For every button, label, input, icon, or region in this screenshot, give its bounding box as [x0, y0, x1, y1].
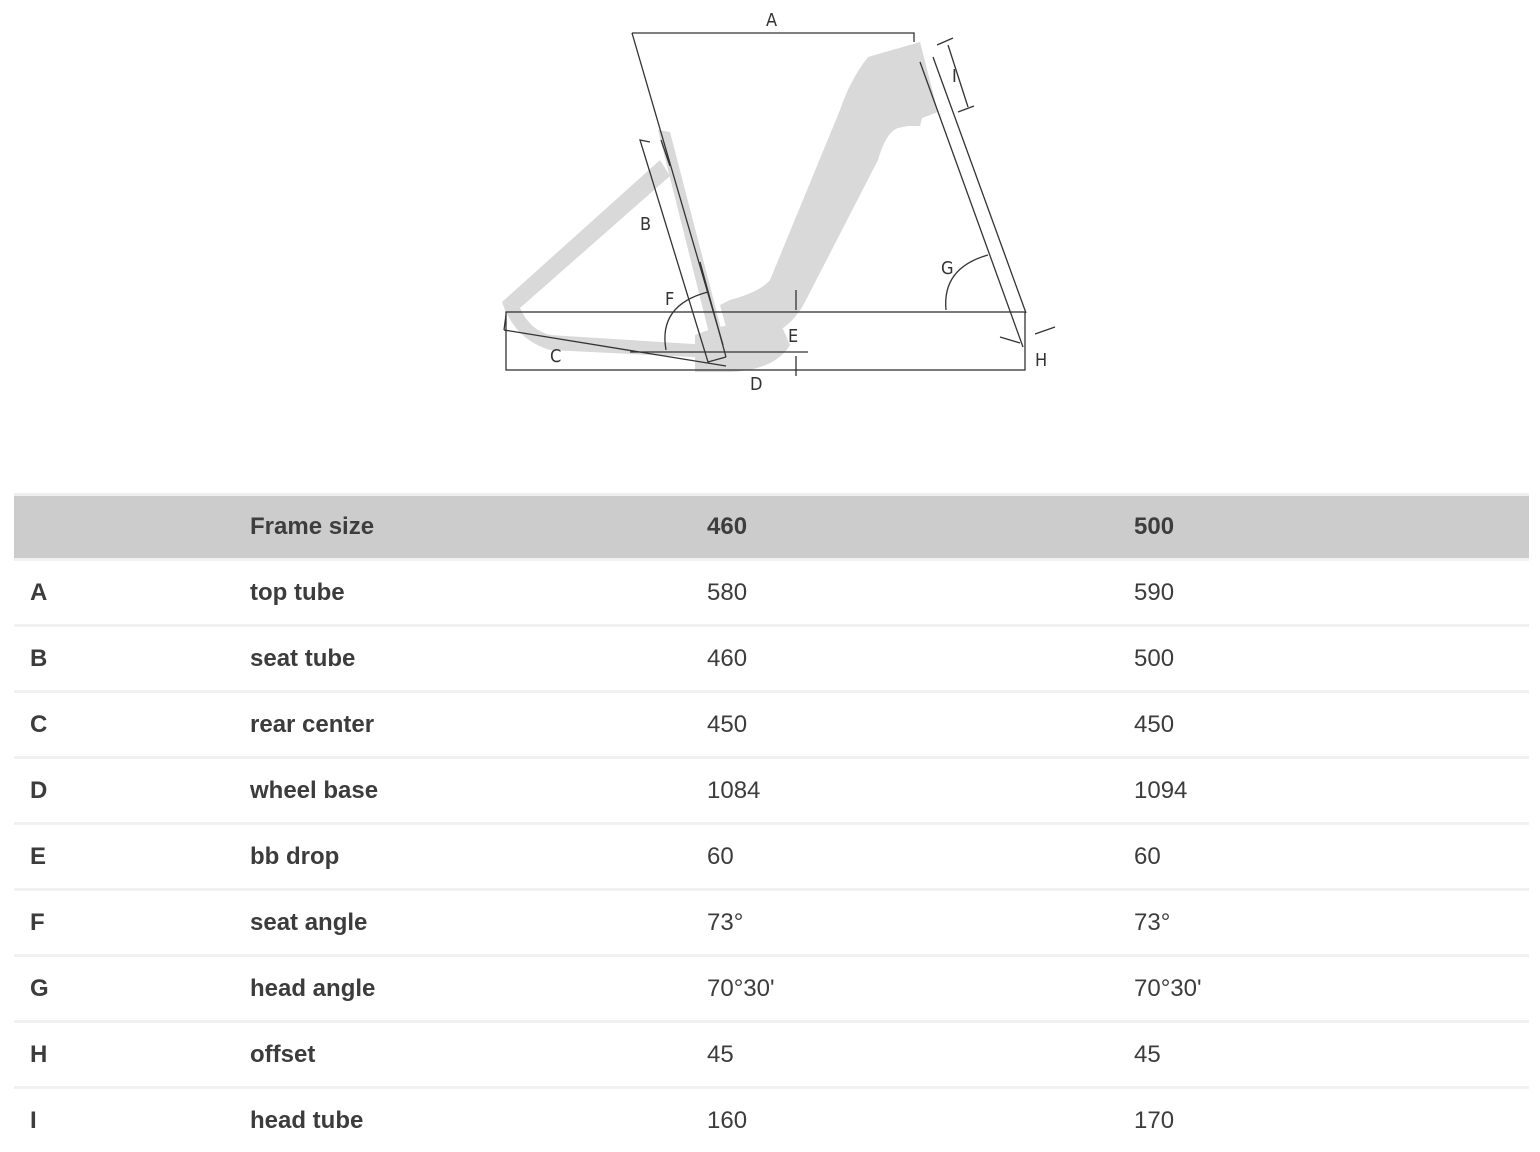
- row-label: seat angle: [250, 890, 707, 956]
- table-row: [14, 1022, 1529, 1088]
- row-size-460: 160: [707, 1088, 1134, 1152]
- row-code: B: [14, 626, 250, 692]
- row-label: top tube: [250, 560, 707, 626]
- table-row: [14, 626, 1529, 692]
- row-size-460: 450: [707, 692, 1134, 758]
- row-size-460: 73°: [707, 890, 1134, 956]
- header-frame-size: Frame size: [250, 496, 707, 560]
- header-size-460: 460: [707, 496, 1134, 560]
- table-row: [14, 824, 1529, 890]
- row-code: A: [14, 560, 250, 626]
- row-label: offset: [250, 1022, 707, 1088]
- row-label: head tube: [250, 1088, 707, 1152]
- row-code: C: [14, 692, 250, 758]
- header-code: [14, 496, 250, 560]
- row-size-460: 70°30': [707, 956, 1134, 1022]
- row-size-500: 70°30': [1134, 956, 1529, 1022]
- label-i: I: [952, 66, 957, 87]
- label-b: B: [640, 214, 651, 235]
- row-size-500: 45: [1134, 1022, 1529, 1088]
- row-size-500: 60: [1134, 824, 1529, 890]
- row-size-500: 450: [1134, 692, 1529, 758]
- table-row: [14, 1088, 1529, 1152]
- row-code: H: [14, 1022, 250, 1088]
- table-row: [14, 956, 1529, 1022]
- row-size-500: 590: [1134, 560, 1529, 626]
- row-label: rear center: [250, 692, 707, 758]
- table-row: [14, 758, 1529, 824]
- row-label: bb drop: [250, 824, 707, 890]
- row-code: G: [14, 956, 250, 1022]
- label-a: A: [766, 10, 777, 31]
- row-size-460: 45: [707, 1022, 1134, 1088]
- label-c: C: [550, 346, 561, 367]
- frame-diagram-svg: [490, 0, 1070, 410]
- label-d: D: [750, 374, 762, 395]
- label-h: H: [1035, 350, 1047, 371]
- header-size-500: 500: [1134, 496, 1529, 560]
- row-size-460: 460: [707, 626, 1134, 692]
- table-header-row: [14, 496, 1529, 560]
- row-size-500: 500: [1134, 626, 1529, 692]
- row-code: F: [14, 890, 250, 956]
- row-label: wheel base: [250, 758, 707, 824]
- row-size-460: 60: [707, 824, 1134, 890]
- table-row: [14, 890, 1529, 956]
- row-label: head angle: [250, 956, 707, 1022]
- table-row: [14, 560, 1529, 626]
- frame-silhouette: [502, 42, 938, 372]
- geometry-table: [14, 496, 1529, 1152]
- table-row: [14, 692, 1529, 758]
- row-size-460: 1084: [707, 758, 1134, 824]
- row-code: I: [14, 1088, 250, 1152]
- row-size-500: 170: [1134, 1088, 1529, 1152]
- bike-geometry-diagram: [490, 0, 1070, 410]
- row-size-500: 73°: [1134, 890, 1529, 956]
- row-size-460: 580: [707, 560, 1134, 626]
- row-size-500: 1094: [1134, 758, 1529, 824]
- label-f: F: [665, 289, 674, 310]
- label-e: E: [788, 326, 798, 347]
- row-code: E: [14, 824, 250, 890]
- label-g: G: [941, 258, 954, 279]
- row-label: seat tube: [250, 626, 707, 692]
- row-code: D: [14, 758, 250, 824]
